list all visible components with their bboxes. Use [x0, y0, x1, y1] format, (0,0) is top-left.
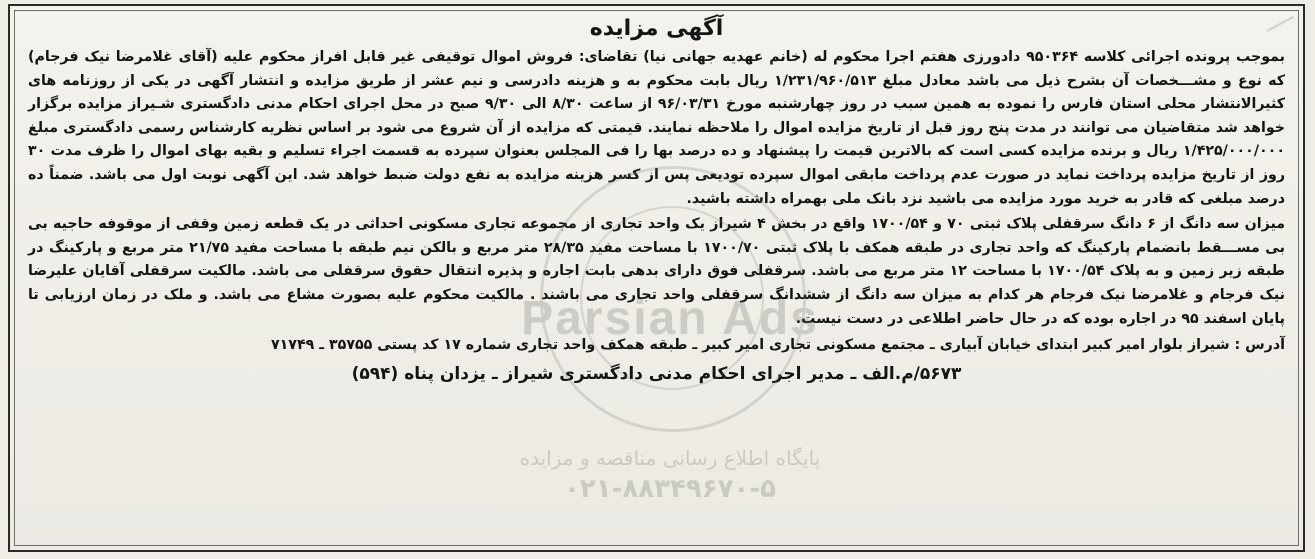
notice-paragraph-terms: بموجب پرونده اجرائی کلاسه ۹۵۰۳۶۴ دادورزی هفتم اجرا محکوم له (خانم عهدیه جهانی نیا) تقاضای: فروش اموال توقیفی غیر قابل افراز محکوم علیه (آقای غلامرضا نیک فرجام) که نوع و مشـــخصات آن بشرح ذیل می باشد معادل مبلغ ۱/۲۳۱/۹۶۰/۵۱۳ ریال بابت محکوم به و هزینه دادرسی و نیم عشر از طریق مزایده و انتشار آگهی در یکی از روزنامه های کثیرالانتشار محلی استان فارس را نموده به همین سبب در روز چهارشنبه مورخ ۹۶/۰۳/۳۱ از ساعت ۸/۳۰ الی ۹/۳۰ صبح در محل اجرای احکام مدنی دادگستری شـیراز مزایده برگزار خواهد شد متقاضیان می توانند در مدت پنج روز قبل از تاریخ مزایده اموال را ملاحظه نمایند. قیمتی که مزایده از آن شروع می شود بر اساس نظریه کارشناس رسمی دادگستری مبلغ ۱/۴۲۵/۰۰۰/۰۰۰ ریال و برنده مزایده کسی است که بالاترین قیمت را پیشنهاد و ده درصد بها را فی المجلس بعنوان سپرده به قسمت اجراء تسلیم و بقیه بهای اموال را ظرف مدت ۳۰ روز از تاریخ مزایده پرداخت نماید در صورت عدم پرداخت مابقی اموال سپرده تودیعی پس از کسر هزینه مزایده به نفع دولت ضبط خواهد شد. این آگهی نوبت اول می باشد. ضمناً ده درصد مبلغی که قادر به خرید مورد مزایده می باشید نزد بانک ملی بهمراه داشته باشید.: [28, 49, 1285, 207]
auction-notice-sheet: [8, 4, 1305, 552]
notice-address: آدرس : شیراز بلوار امیر کبیر ابتدای خیابان آبیاری ـ مجتمع مسکونی تجاری امیر کبیر ـ طبقه همکف واحد تجاری شماره ۱۷ کد پستی ۳۵۷۵۵ ـ ۷۱۷۴۹: [270, 337, 1285, 354]
notice-paragraph-property: میزان سه دانگ از ۶ دانگ سرقفلی پلاک ثبتی ۷۰ و ۱۷۰۰/۵۴ واقع در بخش ۴ شیراز یک واحد تجاری از مجموعه تجاری مسکونی احداثی در یک قطعه زمین وقفی از موقوفه حاجیه بی بی مســـقط بانضمام پارکینگ که واحد تجاری در طبقه همکف با پلاک ثبتی ۱۷۰۰/۷۰ با مساحت مفید ۲۸/۳۵ متر مربع و بالکن نیم طبقه با مساحت مفید ۲۱/۷۵ متر مربع و پارکینگ در طبقه زیر زمین و به پلاک ۱۷۰۰/۵۴ با مساحت ۱۲ متر مربع می باشد. سرقفلی فوق دارای بدهی بابت اجاره و پذیره انتقال حقوق سرقفلی می باشد. مالکیت سرقفلی آقایان علیرضا نیک فرجام و غلامرضا نیک فرجام هر کدام به میزان سه دانگ از ششدانگ سرقفلی واحد تجاری می باشند . مالکیت محکوم علیه بصورت مشاع می باشد. و ملک در زمان ارزیابی تا پایان اسفند ۹۵ در اجاره بوده که در حال حاضر اطلاعی در دست نیست.: [28, 216, 1286, 327]
notice-title: آگهی مزایده: [589, 16, 724, 41]
notice-signature: ۵۶۷۳/م.الف ـ مدیر اجرای احکام مدنی دادگستری شیراز ـ یزدان پناه (۵۹۴): [351, 364, 962, 385]
watermark-subtitle: پایگاه اطلاع رسانی مناقصه و مزایده: [519, 446, 821, 470]
watermark-phone: ۰۲۱-۸۸۳۴۹۶۷۰-۵: [563, 474, 776, 504]
watermark-brand: Parsian Ads: [521, 292, 819, 345]
